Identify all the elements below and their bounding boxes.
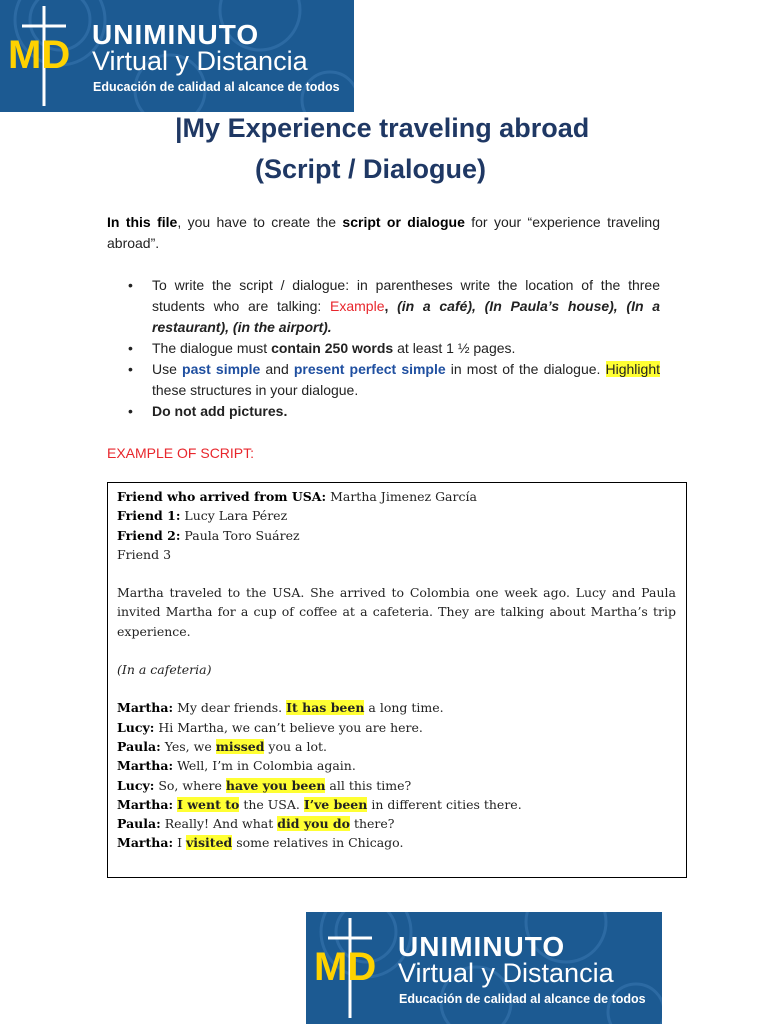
example-places: (in a café), (In Paula’s house), (In a restaurant), (in the airport). <box>152 298 660 335</box>
page-subtitle: (Script / Dialogue) <box>255 154 487 184</box>
highlight-word: Highlight <box>605 361 660 377</box>
character-line: Friend 3 <box>117 546 172 562</box>
dialogue-line <box>117 718 676 737</box>
location-text: (In a cafeteria) <box>117 662 212 678</box>
example-heading: EXAMPLE OF SCRIPT: <box>107 445 255 461</box>
bullet-text-end: at least 1 ½ pages. <box>393 340 516 356</box>
bullet-text: Use <box>152 361 183 377</box>
highlighted-verb: I’ve been <box>303 796 368 812</box>
speaker-label: Lucy: <box>117 719 155 735</box>
spacer <box>117 641 676 660</box>
dialogue-text: So, where <box>154 777 226 793</box>
dialogue-line <box>117 814 676 833</box>
dialogue-text: you a lot. <box>264 738 327 754</box>
no-pictures-rule: Do not add pictures. <box>152 403 288 419</box>
list-item <box>152 401 660 422</box>
script-example-box <box>107 482 687 878</box>
md-logo-mark-icon <box>306 912 396 1024</box>
uniminuto-logo-top <box>0 0 354 112</box>
bullet-text-and: and <box>260 361 294 377</box>
speaker-label: Martha: <box>117 835 174 851</box>
speaker-label: Lucy: <box>117 777 155 793</box>
logo-tagline: Educación de calidad al alcance de todos <box>93 80 340 94</box>
dialogue-line <box>117 737 676 756</box>
speaker-label: Martha: <box>117 796 174 812</box>
dialogue-text: I <box>173 835 186 851</box>
dialogue-line <box>117 795 676 814</box>
character-label: Friend 2: <box>117 527 181 543</box>
intro-lead: In this file <box>107 214 178 230</box>
character-line <box>117 526 676 545</box>
character-name: Paula Toro Suárez <box>180 527 300 543</box>
speaker-label: Martha: <box>117 700 174 716</box>
list-item <box>152 338 660 359</box>
dialogue-text: Hi Martha, we can’t believe you are here. <box>154 719 423 735</box>
logo-line2: Virtual y Distancia <box>92 46 308 76</box>
dialogue-text: the USA. <box>239 796 304 812</box>
dialogue-text: a long time. <box>364 700 444 716</box>
svg-text:MD: MD <box>314 945 377 989</box>
character-line <box>117 506 676 525</box>
dialogue-line <box>117 698 676 717</box>
dialogue-text: all this time? <box>325 777 412 793</box>
past-simple-term: past simple <box>182 361 261 377</box>
context-paragraph: Martha traveled to the USA. She arrived to Colombia one week ago. Lucy and Paula invited Martha for a cup of coffee at a cafeteria. They are talking about Martha’s trip experience. <box>117 585 676 639</box>
character-label: Friend who arrived from USA: <box>117 489 327 504</box>
dialogue-text: My dear friends. <box>173 700 287 716</box>
character-line <box>117 487 676 506</box>
instructions-list <box>107 275 660 422</box>
logo-tagline: Educación de calidad al alcance de todos <box>399 992 646 1006</box>
bullet-text: To write the script / dialogue: in parentheses write the location of the three students who are talking: <box>152 277 660 314</box>
character-name: Martha Jimenez García <box>326 489 477 504</box>
intro-text: , you have to create the <box>177 214 343 230</box>
dialogue-text: there? <box>349 816 395 832</box>
highlighted-verb: did you do <box>277 816 350 832</box>
md-logo-mark-icon <box>0 0 90 112</box>
bullet-text-mid: in most of the dialogue. <box>445 361 606 377</box>
list-item <box>152 275 660 338</box>
uniminuto-logo-bottom <box>306 912 662 1024</box>
highlighted-verb: missed <box>215 738 265 754</box>
word-count-requirement: contain 250 words <box>271 340 394 356</box>
dialogue-text: Well, I’m in Colombia again. <box>173 758 356 774</box>
spacer <box>117 564 676 583</box>
dialogue-line <box>117 756 676 775</box>
highlighted-verb: visited <box>186 835 233 851</box>
dialogue-line <box>117 776 676 795</box>
dialogue-text: in different cities there. <box>367 796 522 812</box>
logo-line2: Virtual y Distancia <box>398 958 614 988</box>
speaker-label: Martha: <box>117 758 174 774</box>
example-word: Example <box>330 298 385 314</box>
dialogue-line <box>117 833 676 852</box>
intro-paragraph <box>107 212 660 254</box>
logo-line1: UNIMINUTO <box>398 931 566 962</box>
speaker-label: Paula: <box>117 738 161 754</box>
bullet-comma: , <box>384 298 398 314</box>
bullet-text-end: these structures in your dialogue. <box>152 382 359 398</box>
intro-bold: script or dialogue <box>342 214 465 230</box>
intro-text-end: for your “experience traveling abroad”. <box>107 214 660 251</box>
highlighted-verb: It has been <box>286 700 365 716</box>
character-label: Friend 1: <box>117 508 181 524</box>
svg-text:MD: MD <box>8 33 71 77</box>
speaker-label: Paula: <box>117 816 161 832</box>
dialogue-text: Yes, we <box>160 738 216 754</box>
page-title: |My Experience traveling abroad <box>175 113 590 143</box>
present-perfect-term: present perfect simple <box>293 361 446 377</box>
character-name: Lucy Lara Pérez <box>180 508 288 524</box>
spacer <box>117 679 676 698</box>
bullet-text: The dialogue must <box>152 340 272 356</box>
highlighted-verb: have you been <box>225 777 326 793</box>
location-note <box>117 660 676 679</box>
logo-line1: UNIMINUTO <box>92 19 260 50</box>
dialogue-text: Really! And what <box>160 816 278 832</box>
dialogue-text: some relatives in Chicago. <box>232 835 404 851</box>
highlighted-verb: I went to <box>177 796 240 812</box>
list-item <box>152 359 660 401</box>
